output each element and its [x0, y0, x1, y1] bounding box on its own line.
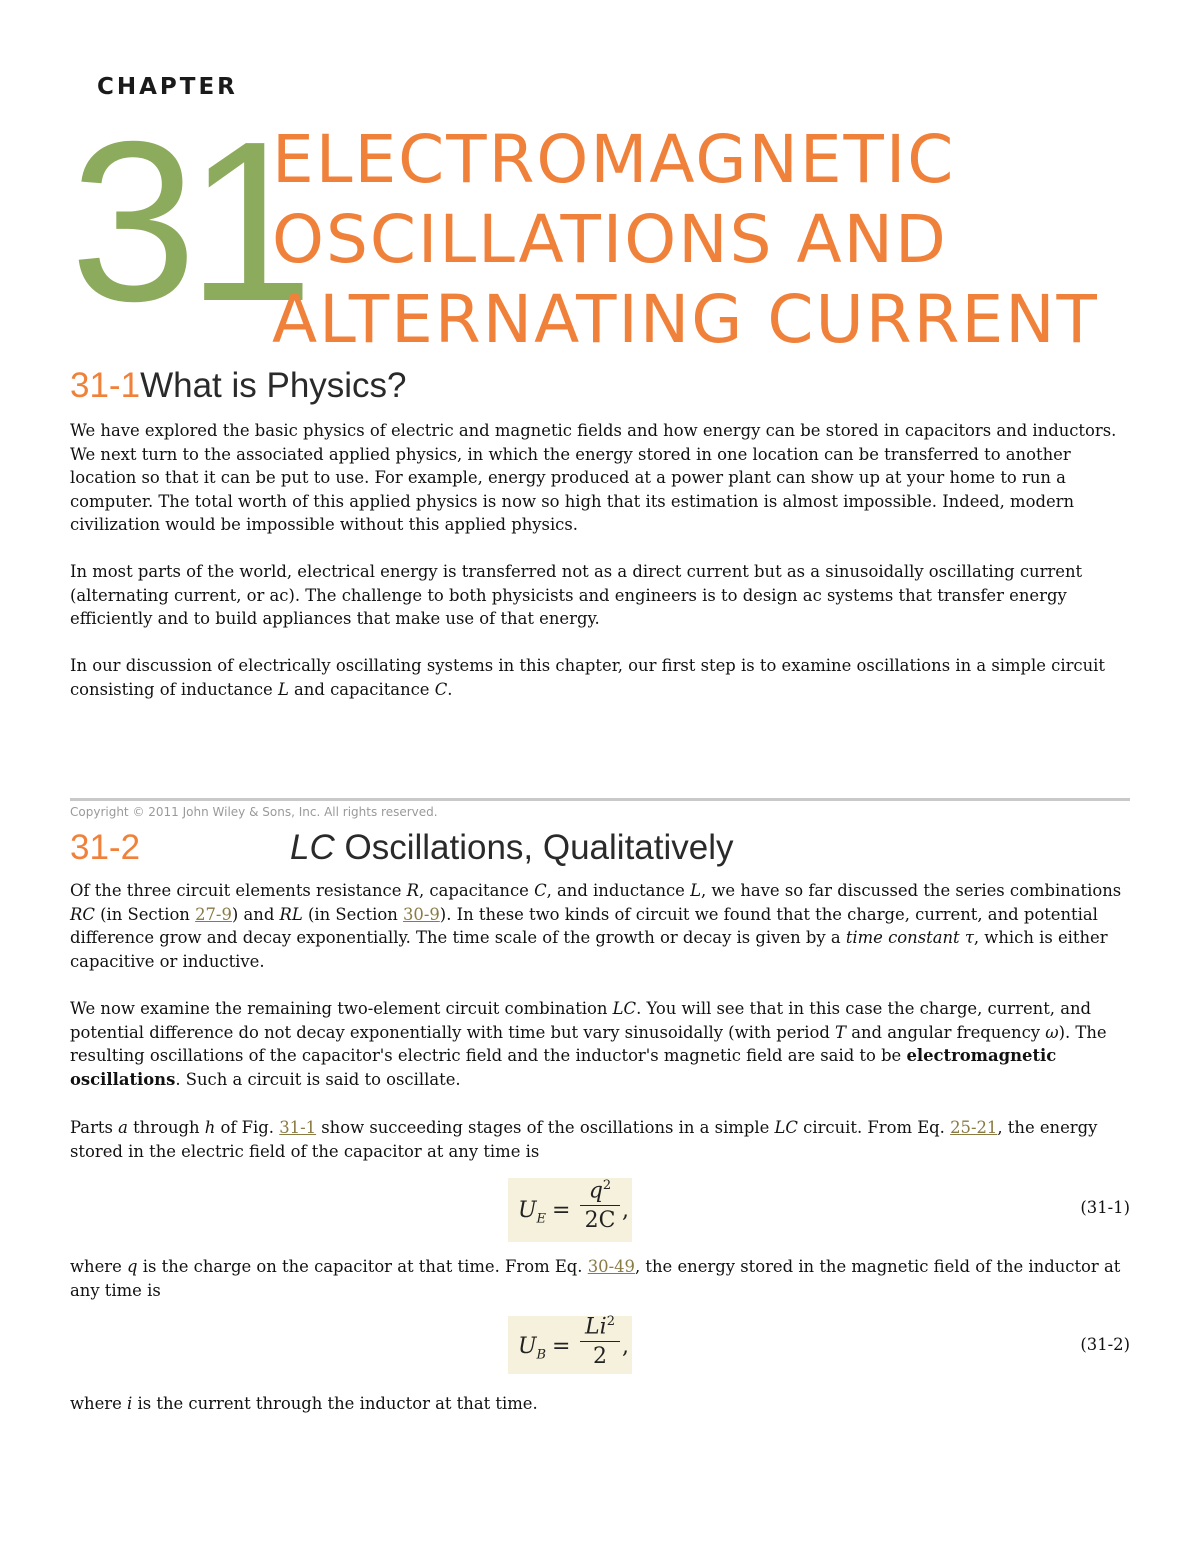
- chapter-number: 31: [70, 95, 304, 349]
- paragraph-lc-5: where i is the current through the inductor at that time.: [70, 1394, 538, 1413]
- section-title: LC Oscillations, Qualitatively: [290, 828, 734, 867]
- paragraph-intro-2: In most parts of the world, electrical energy is transferred not as a direct current but as a sinusoidally oscillating current (alternating current, or ac). The challenge to both physicists and engineers is to design ac systems that transfer energy efficiently and to build appliances that make use of that energy.: [70, 562, 1083, 629]
- section-divider: [70, 798, 1130, 801]
- equation-number: (31-1): [1080, 1198, 1130, 1217]
- equation-number: (31-2): [1080, 1335, 1130, 1354]
- section-number: 31-2: [70, 828, 141, 867]
- section-number: 31-1: [70, 366, 141, 405]
- section-heading-31-1: [70, 366, 407, 406]
- figure-link-31-1[interactable]: 31-1: [279, 1118, 317, 1137]
- chapter-title-line-3: ALTERNATING CURRENT: [272, 281, 1099, 358]
- chapter-title: [272, 120, 1172, 360]
- section-title: What is Physics?: [140, 366, 407, 405]
- section-link-27-9[interactable]: 27-9: [195, 904, 232, 924]
- section-link-30-9[interactable]: 30-9: [402, 904, 440, 924]
- equation-fraction: $q^2$ 2C: [580, 1178, 620, 1233]
- chapter-label: CHAPTER: [97, 74, 238, 100]
- paragraph-lc-3: Parts a through h of Fig. 31-1 show succeeding stages of the oscillations in a simple LC circuit. From Eq. 25-21, the energy stored in the electric field of the capacitor at any time is: [70, 1118, 1098, 1161]
- equation-31-1: $U_E$ = $q^2$ 2C ,: [508, 1178, 632, 1242]
- equation-lhs: $U_B$: [518, 1334, 547, 1363]
- copyright-notice: Copyright © 2011 John Wiley & Sons, Inc. All rights reserved.: [70, 805, 438, 819]
- equation-lhs: $U_E$: [518, 1198, 547, 1227]
- section-heading-31-2: [70, 828, 734, 868]
- equation-link-30-49[interactable]: 30-49: [587, 1257, 635, 1276]
- paragraph-lc-1: Of the three circuit elements resistance R, capacitance C, and inductance L, we have so far discussed the series combinations RC (in Section 27-9) and RL (in Section 30-9). In these two kinds of circuit we found that the charge, current, and potential difference grow and decay exponentially. The time scale of the growth or decay is given by a time constant τ, which is either capacitive or inductive.: [70, 881, 1122, 971]
- equation-31-2: $U_B$ = $Li^2$ 2 ,: [508, 1316, 632, 1374]
- equation-fraction: Li$^2$ 2: [580, 1314, 620, 1369]
- paragraph-lc-4: where q is the charge on the capacitor at that time. From Eq. 30-49, the energy stored in the magnetic field of the inductor at any time is: [70, 1257, 1121, 1300]
- equation-link-25-21[interactable]: 25-21: [950, 1118, 998, 1137]
- chapter-title-line-1: ELECTROMAGNETIC: [272, 121, 956, 198]
- paragraph-intro-3: In our discussion of electrically oscillating systems in this chapter, our first step is to examine oscillations in a simple circuit consisting of inductance L and capacitance C.: [70, 656, 1105, 699]
- paragraph-lc-2: We now examine the remaining two-element circuit combination LC. You will see that in this case the charge, current, and potential difference do not decay exponentially with time but vary sinusoidally (with period T and angular frequency ω). The resulting oscillations of the capacitor's electric field and the inductor's magnetic field are said to be electromagnetic oscillations. Such a circuit is said to oscillate.: [70, 999, 1107, 1089]
- paragraph-intro-1: We have explored the basic physics of electric and magnetic fields and how energy can be stored in capacitors and inductors. We next turn to the associated applied physics, in which the energy stored in one location can be transferred to another location so that it can be put to use. For example, energy produced at a power plant can show up at your home to run a computer. The total worth of this applied physics is now so high that its estimation is almost impossible. Indeed, modern civilization would be impossible without this applied physics.: [70, 421, 1117, 535]
- equals-sign: =: [552, 1334, 571, 1359]
- equals-sign: =: [552, 1198, 571, 1223]
- chapter-title-line-2: OSCILLATIONS AND: [272, 201, 948, 278]
